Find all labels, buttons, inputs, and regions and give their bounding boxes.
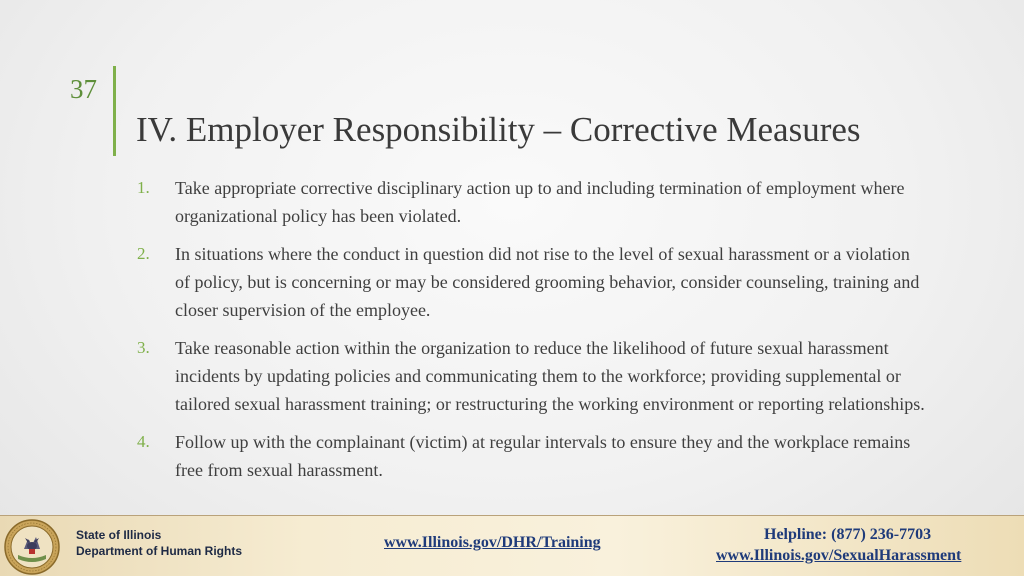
- helpline-number: Helpline: (877) 236-7703: [764, 526, 932, 543]
- footer-bar: [0, 515, 1024, 576]
- list-item-text: In situations where the conduct in question did not rise to the level of sexual harassment or a violation of policy, but is concerning or may be considered grooming behavior, consider counseling, training and closer supervision of the employee.: [175, 244, 920, 320]
- list-item: [137, 240, 937, 324]
- department-name: [76, 527, 242, 559]
- list-item: [137, 428, 937, 484]
- dhr-training-link[interactable]: www.Illinois.gov/DHR/Training: [384, 534, 601, 551]
- list-item: [137, 174, 937, 230]
- illinois-state-seal-icon: [4, 519, 60, 575]
- slide-title: IV. Employer Responsibility – Corrective Measures: [136, 110, 861, 149]
- list-item-number: 1.: [137, 178, 150, 197]
- list-item-text: Take appropriate corrective disciplinary action up to and including termination of employment where organizational policy has been violated.: [175, 178, 905, 226]
- sexual-harassment-link[interactable]: www.Illinois.gov/SexualHarassment: [716, 547, 962, 564]
- accent-divider: [113, 66, 116, 156]
- list-item-text: Take reasonable action within the organization to reduce the likelihood of future sexual harassment incidents by updating policies and communicating them to the workforce; providing supplemental or tailored sexual harassment training; or restructuring the working environment or reporting relationships.: [175, 338, 925, 414]
- org-line-department: Department of Human Rights: [76, 544, 243, 558]
- list-item: [137, 334, 937, 418]
- list-item-text: Follow up with the complainant (victim) at regular intervals to ensure they and the workplace remains free from sexual harassment.: [175, 432, 911, 480]
- corrective-measures-list: [137, 174, 937, 494]
- slide-number: 37: [70, 74, 97, 104]
- list-item-number: 4.: [137, 432, 150, 451]
- org-line-state: State of Illinois: [76, 528, 162, 542]
- list-item-number: 2.: [137, 244, 150, 263]
- list-item-number: 3.: [137, 338, 150, 357]
